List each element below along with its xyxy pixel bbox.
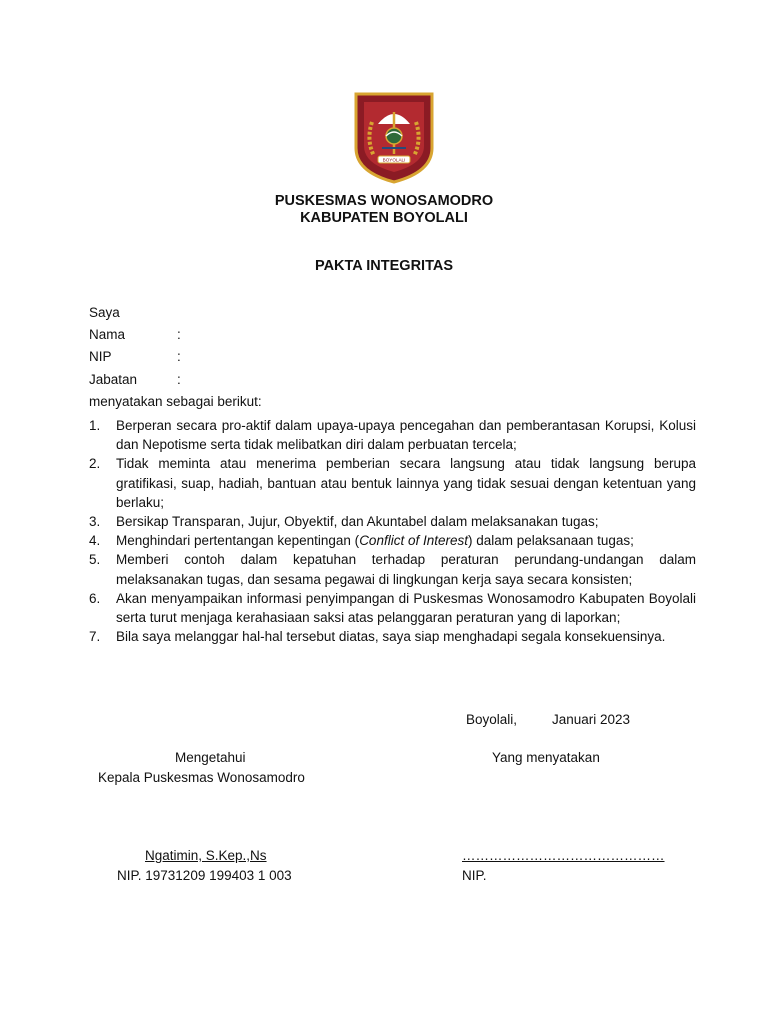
field-label-nip: NIP — [89, 349, 112, 364]
list-item-number: 2. — [89, 456, 101, 472]
list-item-text: Bila saya melanggar hal-hal tersebut diatas, saya siap menghadapi segala konsekuensinya. — [116, 629, 666, 645]
logo-motto: BOYOLALI — [382, 157, 406, 163]
list-item-text: Tidak meminta atau menerima pemberian secara langsung atau tidak langsung berupa gratifikasi, suap, hadiah, bantuan atau bentuk lainnya yang tidak sesuai dengan ketentuan yang berlaku; — [116, 456, 696, 510]
left-signer-role1: Mengetahui — [175, 750, 246, 765]
list-item-text: Akan menyampaikan informasi penyimpangan di Puskesmas Wonosamodro Kabupaten Boyolali serta turut menjaga kerahasiaan saksi atas pelanggaran peraturan yang di laporkan; — [116, 590, 696, 626]
list-item-text: Memberi contoh dalam kepatuhan terhadap peraturan perundang-undangan dalam melaksanakan tugas, dan sesama pegawai di lingkungan kerja saya secara konsisten; — [116, 552, 696, 587]
list-item-number: 7. — [89, 629, 101, 645]
list-item-text: Berperan secara pro-aktif dalam upaya-upaya pencegahan dan pemberantasan Korupsi, Kolusi dan Nepotisme serta tidak melibatkan diri dalam perbuatan tercela; — [116, 418, 696, 453]
list-item-text: Menghindari pertentangan kepentingan (Conflict of Interest) dalam pelaksanaan tugas; — [116, 533, 634, 549]
list-item-number: 1. — [89, 418, 101, 433]
left-signer-role2: Kepala Puskesmas Wonosamodro — [98, 770, 305, 785]
list-item-number: 5. — [89, 552, 101, 568]
field-colon: : — [177, 327, 181, 342]
boyolali-emblem-logo — [352, 90, 436, 184]
date-place: Boyolali, — [466, 712, 518, 727]
list-item-number: 4. — [89, 533, 101, 549]
regency-title: KABUPATEN BOYOLALI — [300, 210, 468, 226]
field-label-jabatan: Jabatan — [89, 372, 138, 387]
list-item — [89, 550, 696, 588]
right-signer-nip: NIP. — [462, 868, 487, 883]
list-item-number: 6. — [89, 590, 101, 606]
left-signer-name: Ngatimin, S.Kep.,Ns — [145, 848, 267, 863]
list-item — [89, 454, 696, 512]
field-colon: : — [177, 372, 181, 387]
list-item — [89, 627, 696, 646]
list-item-number: 3. — [89, 514, 101, 530]
field-colon: : — [177, 349, 181, 364]
list-item — [89, 531, 696, 550]
right-signer-role1: Yang menyatakan — [492, 750, 600, 765]
list-item — [89, 589, 696, 627]
right-signer-name-placeholder: ……………………………………… — [462, 848, 665, 863]
list-item — [89, 416, 696, 454]
list-item — [89, 512, 696, 531]
intro-saya: Saya — [89, 305, 120, 320]
institution-title: PUSKESMAS WONOSAMODRO — [274, 193, 494, 209]
integrity-pledge-list — [89, 416, 696, 646]
conflict-of-interest-italic: Conflict of Interest — [359, 533, 468, 549]
date-month-year: Januari 2023 — [552, 712, 631, 727]
statement-line: menyatakan sebagai berikut: — [89, 394, 262, 409]
document-title: PAKTA INTEGRITAS — [314, 258, 453, 274]
list-item-text: Bersikap Transparan, Jujur, Obyektif, dan Akuntabel dalam melaksanakan tugas; — [116, 514, 599, 530]
left-signer-nip: NIP. 19731209 199403 1 003 — [117, 868, 292, 883]
field-label-nama: Nama — [89, 327, 126, 342]
